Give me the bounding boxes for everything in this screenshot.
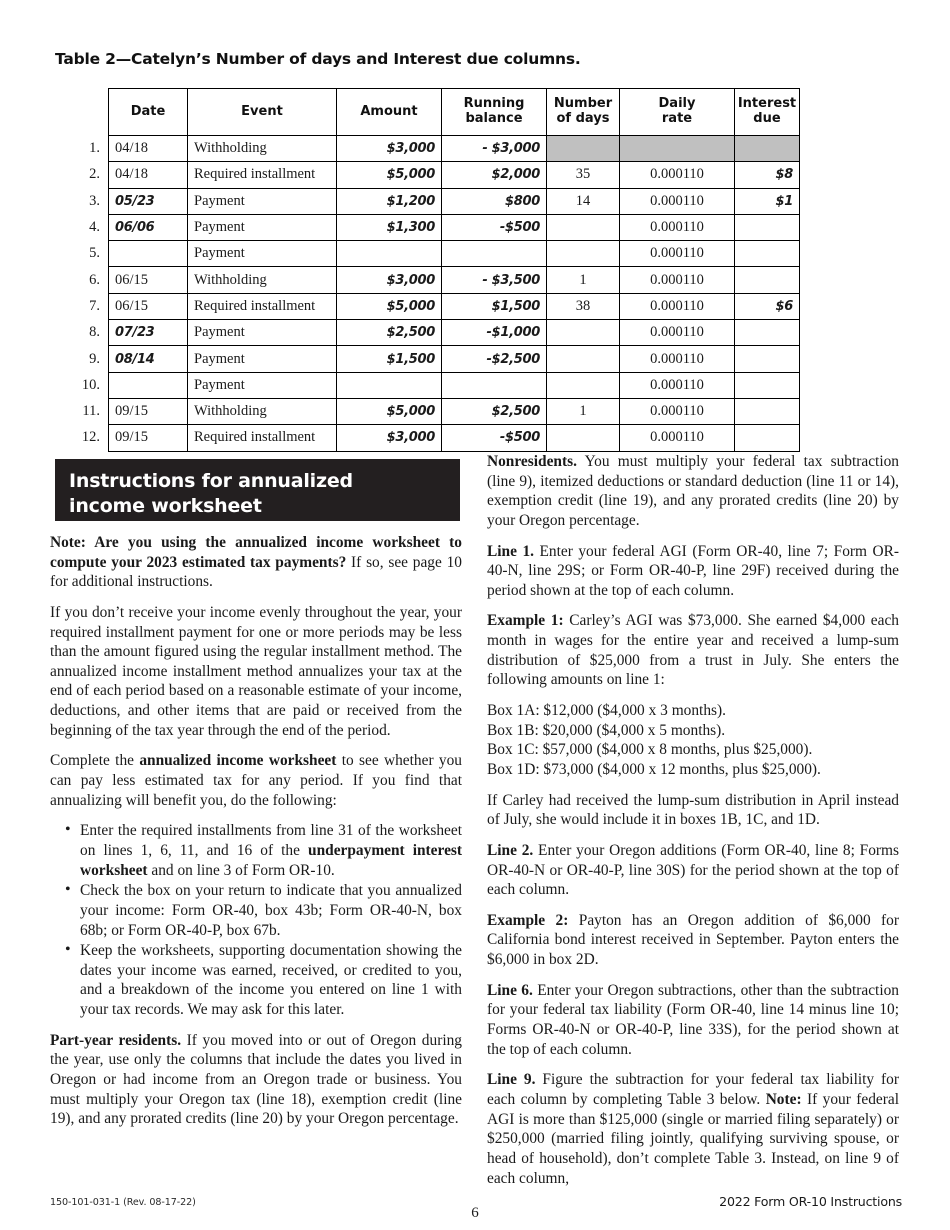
cell-running — [442, 267, 547, 293]
header-running-balance-line2: balance — [465, 111, 523, 126]
table-row — [58, 425, 800, 451]
note-bold-text: Note: Are you using the annualized income worksheet to compute your 2023 estimated tax payments? — [50, 534, 462, 571]
table-row — [58, 214, 800, 240]
cell-amount — [337, 214, 442, 240]
box-1a-line: Box 1A: $12,000 ($4,000 x 3 months). — [487, 702, 726, 720]
row-number: 11. — [82, 403, 100, 420]
section-heading-banner — [55, 459, 460, 521]
part-year-bold-text: Part-year residents. — [50, 1031, 182, 1049]
cell-days: 35 — [547, 162, 620, 188]
cell-interest — [735, 241, 800, 267]
cell-running — [442, 162, 547, 188]
cell-days — [547, 346, 620, 372]
cell-days — [547, 320, 620, 346]
handwritten-value: $5,000 — [386, 298, 435, 314]
cell-amount — [337, 241, 442, 267]
header-interest-due — [735, 89, 800, 136]
handwritten-value: $1 — [775, 193, 793, 209]
handwritten-value: $5,000 — [386, 404, 435, 420]
cell-days — [547, 241, 620, 267]
cell-amount — [337, 293, 442, 319]
row-number: 10. — [81, 376, 100, 393]
handwritten-value: 08/14 — [115, 351, 155, 367]
complete-text-bold: annualized income worksheet — [139, 752, 337, 770]
row-number: 1. — [89, 140, 100, 157]
handwritten-value: 07/23 — [115, 325, 155, 341]
row-number: 3. — [89, 192, 100, 209]
box-1d-line: Box 1D: $73,000 ($4,000 x 12 months, plus $25,000). — [487, 760, 821, 778]
paragraph-line-6 — [487, 981, 899, 1060]
row-number: 6. — [89, 271, 100, 288]
cell-running — [442, 398, 547, 424]
complete-text-a: Complete the — [50, 752, 140, 770]
cell-amount — [337, 425, 442, 451]
cell-amount — [337, 372, 442, 398]
cell-date — [109, 214, 188, 240]
table-row — [58, 267, 800, 293]
header-event: Event — [188, 89, 337, 136]
cell-days — [547, 425, 620, 451]
cell-rate: 0.000110 — [620, 162, 735, 188]
cell-interest — [735, 346, 800, 372]
cell-amount — [337, 267, 442, 293]
cell-event: Required installment — [188, 162, 337, 188]
cell-days: 1 — [547, 398, 620, 424]
handwritten-value: $1,500 — [491, 298, 540, 314]
row-number: 2. — [89, 166, 100, 183]
handwritten-value: -$500 — [499, 220, 540, 236]
cell-running — [442, 241, 547, 267]
box-1b-line: Box 1B: $20,000 ($4,000 x 5 months). — [487, 721, 726, 739]
cell-event: Payment — [188, 188, 337, 214]
cell-amount — [337, 346, 442, 372]
handwritten-value: $800 — [505, 193, 540, 209]
cell-rate: 0.000110 — [620, 241, 735, 267]
table-row — [58, 320, 800, 346]
table-row — [58, 241, 800, 267]
line1-rest-text: Enter your federal AGI (Form OR-40, line 7; Form OR-40-N, line 29S; or Form OR-40-P, line 29F) received during the period shown at the top of each column. — [487, 542, 899, 599]
banner-line1: Instructions for annualized — [69, 470, 353, 492]
cell-date — [109, 320, 188, 346]
handwritten-value: $3,000 — [386, 141, 435, 157]
bullet-item-installments — [80, 821, 462, 880]
bullet1-text-c: and on line 3 of Form OR-10. — [147, 861, 335, 879]
header-number-of-days-line1: Number — [553, 96, 613, 112]
handwritten-value: $1,300 — [386, 220, 435, 236]
cell-event: Payment — [188, 372, 337, 398]
cell-amount — [337, 188, 442, 214]
cell-days: 1 — [547, 267, 620, 293]
paragraph-april-alternative: If Carley had received the lump-sum distribution in April instead of July, she would include it in boxes 1B, 1C, and 1D. — [487, 791, 899, 829]
header-interest-due-line2: due — [753, 111, 781, 126]
cell-event: Payment — [188, 214, 337, 240]
paragraph-uneven-income: If you don’t receive your income evenly throughout the year, your required installment payment for one or more periods may be less than the amount figured using the regular installment method. The annualized income installment method annualizes your tax at the end of each period based on a reasonable estimate of your income, deductions, and other items that are paid or received from the beginning of the tax year through the end of the period. — [50, 603, 462, 739]
cell-event: Payment — [188, 320, 337, 346]
row-number: 9. — [89, 350, 100, 367]
paragraph-note — [50, 533, 462, 592]
cell-running — [442, 293, 547, 319]
header-running-balance — [442, 89, 547, 136]
cell-rate: 0.000110 — [620, 346, 735, 372]
cell-rate: 0.000110 — [620, 320, 735, 346]
line2-rest-text: Enter your Oregon additions (Form OR-40, line 8; Forms OR-40-N or OR-40-P, line 30S) for the period shown at the top of each column. — [487, 841, 899, 899]
handwritten-value: $5,000 — [386, 167, 435, 183]
banner-line2: income worksheet — [69, 495, 262, 518]
footer-form-revision: 150-101-031-1 (Rev. 08-17-22) — [50, 1197, 196, 1208]
cell-rate — [620, 136, 735, 162]
cell-days: 14 — [547, 188, 620, 214]
bullet1-text-bold: underpayment interest worksheet — [80, 841, 463, 879]
instruction-bullet-list — [50, 821, 462, 1019]
cell-interest — [735, 188, 800, 214]
cell-running — [442, 346, 547, 372]
header-number-of-days — [547, 89, 620, 136]
cell-date: 06/15 — [109, 293, 188, 319]
table-row — [58, 136, 800, 162]
cell-date: 06/15 — [109, 267, 188, 293]
handwritten-value: $8 — [775, 167, 793, 183]
cell-amount — [337, 320, 442, 346]
cell-interest — [735, 162, 800, 188]
cell-date: 09/15 — [109, 398, 188, 424]
handwritten-value: -$500 — [499, 430, 540, 446]
example1-rest-text: Carley’s AGI was $73,000. She earned $4,000 each month in wages for the entire year and received a lump-sum distribution of $25,000 from a trust in July. She enters the following amounts on line 1: — [487, 612, 899, 689]
header-daily-rate-line2: rate — [661, 111, 693, 126]
handwritten-value: 05/23 — [115, 193, 155, 209]
cell-rate: 0.000110 — [620, 188, 735, 214]
cell-rate: 0.000110 — [620, 293, 735, 319]
table-body — [58, 136, 800, 452]
cell-interest — [735, 398, 800, 424]
bullet1-text-a: Enter the required installments from line 31 of the worksheet on lines 1, 6, 11, and 16 of the — [80, 822, 462, 859]
cell-event: Withholding — [188, 136, 337, 162]
note-rest-text: If so, see page 10 for additional instructions. — [50, 553, 462, 591]
cell-interest — [735, 425, 800, 451]
line6-bold-text: Line 6. — [487, 981, 533, 999]
cell-interest — [735, 267, 800, 293]
table-title: Table 2—Catelyn’s Number of days and Interest due columns. — [55, 50, 581, 68]
cell-date — [109, 241, 188, 267]
line9-note-bold-text: Note: — [765, 1090, 802, 1108]
cell-date — [109, 372, 188, 398]
paragraph-line-2 — [487, 841, 899, 900]
header-date: Date — [109, 89, 188, 136]
cell-date: 09/15 — [109, 425, 188, 451]
header-rownum — [58, 89, 109, 136]
handwritten-value: $1,200 — [386, 193, 435, 209]
paragraph-complete-worksheet — [50, 751, 462, 810]
cell-amount — [337, 398, 442, 424]
nonresidents-bold-text: Nonresidents. — [487, 453, 577, 470]
cell-interest — [735, 214, 800, 240]
line9-mid-text: Figure the subtraction for your federal tax liability for each column by completing Table 3 below. — [487, 1071, 900, 1108]
cell-rate: 0.000110 — [620, 372, 735, 398]
bullet-item-check-box: • Check the box on your return to indicate that you annualized your income: Form OR-40, box 43b; Form OR-40-N, box 68b; or Form OR-40-P, box 67b. — [80, 881, 462, 940]
page-number: 6 — [471, 1205, 479, 1221]
table-row — [58, 346, 800, 372]
line2-bold-text: Line 2. — [487, 841, 534, 859]
cell-running — [442, 425, 547, 451]
cell-running — [442, 214, 547, 240]
header-daily-rate-line1: Daily — [658, 96, 696, 112]
complete-text-c: to see whether you can pay less estimated tax for any period. If you find that annualizing will benefit you, do the following: — [50, 752, 462, 809]
box-1c-line: Box 1C: $57,000 ($4,000 x 8 months, plus $25,000). — [487, 741, 813, 759]
handwritten-value: $2,500 — [386, 325, 435, 341]
handwritten-value: $2,500 — [491, 404, 540, 420]
line1-bold-text: Line 1. — [487, 542, 534, 560]
table-2-container — [58, 88, 797, 452]
paragraph-part-year-residents — [50, 1031, 462, 1129]
header-number-of-days-line2: of days — [556, 111, 610, 126]
header-interest-due-line1: Interest — [737, 96, 797, 112]
paragraph-line-1 — [487, 542, 899, 601]
handwritten-value: $3,000 — [386, 272, 435, 288]
paragraph-line-9 — [487, 1070, 899, 1188]
handwritten-value: - $3,500 — [482, 272, 540, 288]
cell-event: Payment — [188, 346, 337, 372]
cell-running — [442, 188, 547, 214]
table-2 — [58, 88, 800, 452]
example1-bold-text: Example 1: — [487, 612, 564, 630]
left-text-column — [50, 533, 462, 1140]
cell-event: Required installment — [188, 293, 337, 319]
cell-interest — [735, 293, 800, 319]
right-text-column — [487, 452, 899, 1199]
box-amount-list — [487, 701, 899, 780]
row-number: 4. — [89, 219, 100, 236]
cell-rate: 0.000110 — [620, 425, 735, 451]
paragraph-example-1 — [487, 611, 899, 690]
handwritten-value: -$1,000 — [486, 325, 540, 341]
cell-date: 04/18 — [109, 136, 188, 162]
cell-running — [442, 320, 547, 346]
cell-days: 38 — [547, 293, 620, 319]
cell-interest — [735, 372, 800, 398]
paragraph-example-2 — [487, 911, 899, 970]
cell-event: Required installment — [188, 425, 337, 451]
bullet-item-keep-worksheets: • Keep the worksheets, supporting documentation showing the dates your income was earned, received, or credited to you, and a breakdown of the income you entered on line 1 with your tax records. We may ask for this later. — [80, 941, 462, 1020]
cell-interest — [735, 320, 800, 346]
cell-date — [109, 188, 188, 214]
cell-running — [442, 136, 547, 162]
header-daily-rate — [620, 89, 735, 136]
line6-rest-text: Enter your Oregon subtractions, other than the subtraction for your federal tax liability (Form OR-40, line 14 minus line 10; Forms OR-40-N or OR-40-P, line 33S), for the period shown at the top of each column. — [487, 981, 899, 1058]
header-amount: Amount — [337, 89, 442, 136]
handwritten-value: $2,000 — [491, 167, 540, 183]
cell-amount — [337, 162, 442, 188]
cell-date: 04/18 — [109, 162, 188, 188]
table-row — [58, 398, 800, 424]
handwritten-value: 06/06 — [115, 220, 155, 236]
line9-rest-text: If your federal AGI is more than $125,000 (single or married filing separately) or $250,000 (married filing jointly, qualifying surviving spouse, or head of household), don’t complete Table 3. Instead, on line 9 of each column, — [487, 1090, 899, 1187]
cell-running — [442, 372, 547, 398]
cell-rate: 0.000110 — [620, 398, 735, 424]
table-header-row — [58, 89, 800, 136]
part-year-rest-text: If you moved into or out of Oregon during the year, use only the columns that include the dates you lived in Oregon or had income from an Oregon trade or business. You must multiply your Oregon tax (line 18), exemption credit (line 19), and any prorated credits (line 20) by your Oregon percentage. — [50, 1031, 462, 1128]
cell-event: Payment — [188, 241, 337, 267]
table-row — [58, 162, 800, 188]
handwritten-value: $1,500 — [386, 351, 435, 367]
row-number: 7. — [89, 297, 100, 314]
table-row — [58, 293, 800, 319]
paragraph-nonresidents — [487, 452, 899, 531]
nonresidents-rest-text: You must multiply your federal tax subtraction (line 9), itemized deductions or standard deduction (line 11 or 14), exemption credit (line 19), and any prorated credits (line 20) by your Oregon percentage. — [487, 453, 899, 529]
cell-date — [109, 346, 188, 372]
cell-rate: 0.000110 — [620, 267, 735, 293]
cell-interest — [735, 136, 800, 162]
handwritten-value: $3,000 — [386, 430, 435, 446]
table-row — [58, 188, 800, 214]
example2-bold-text: Example 2: — [487, 911, 569, 929]
handwritten-value: $6 — [775, 298, 793, 314]
table-row — [58, 372, 800, 398]
cell-event: Withholding — [188, 267, 337, 293]
cell-rate: 0.000110 — [620, 214, 735, 240]
row-number: 8. — [89, 324, 100, 341]
row-number: 5. — [89, 245, 100, 262]
handwritten-value: -$2,500 — [486, 351, 540, 367]
cell-days — [547, 136, 620, 162]
table-header — [58, 89, 800, 136]
cell-days — [547, 372, 620, 398]
line9-bold-text: Line 9. — [487, 1071, 536, 1089]
handwritten-value: - $3,000 — [482, 141, 540, 157]
row-number: 12. — [81, 429, 100, 446]
example2-rest-text: Payton has an Oregon addition of $6,000 for California bond interest received in September. Payton enters the $6,000 in box 2D. — [487, 911, 899, 969]
footer-form-title: 2022 Form OR-10 Instructions — [719, 1194, 902, 1209]
cell-days — [547, 214, 620, 240]
cell-amount — [337, 136, 442, 162]
cell-event: Withholding — [188, 398, 337, 424]
header-running-balance-line1: Running — [463, 96, 525, 112]
